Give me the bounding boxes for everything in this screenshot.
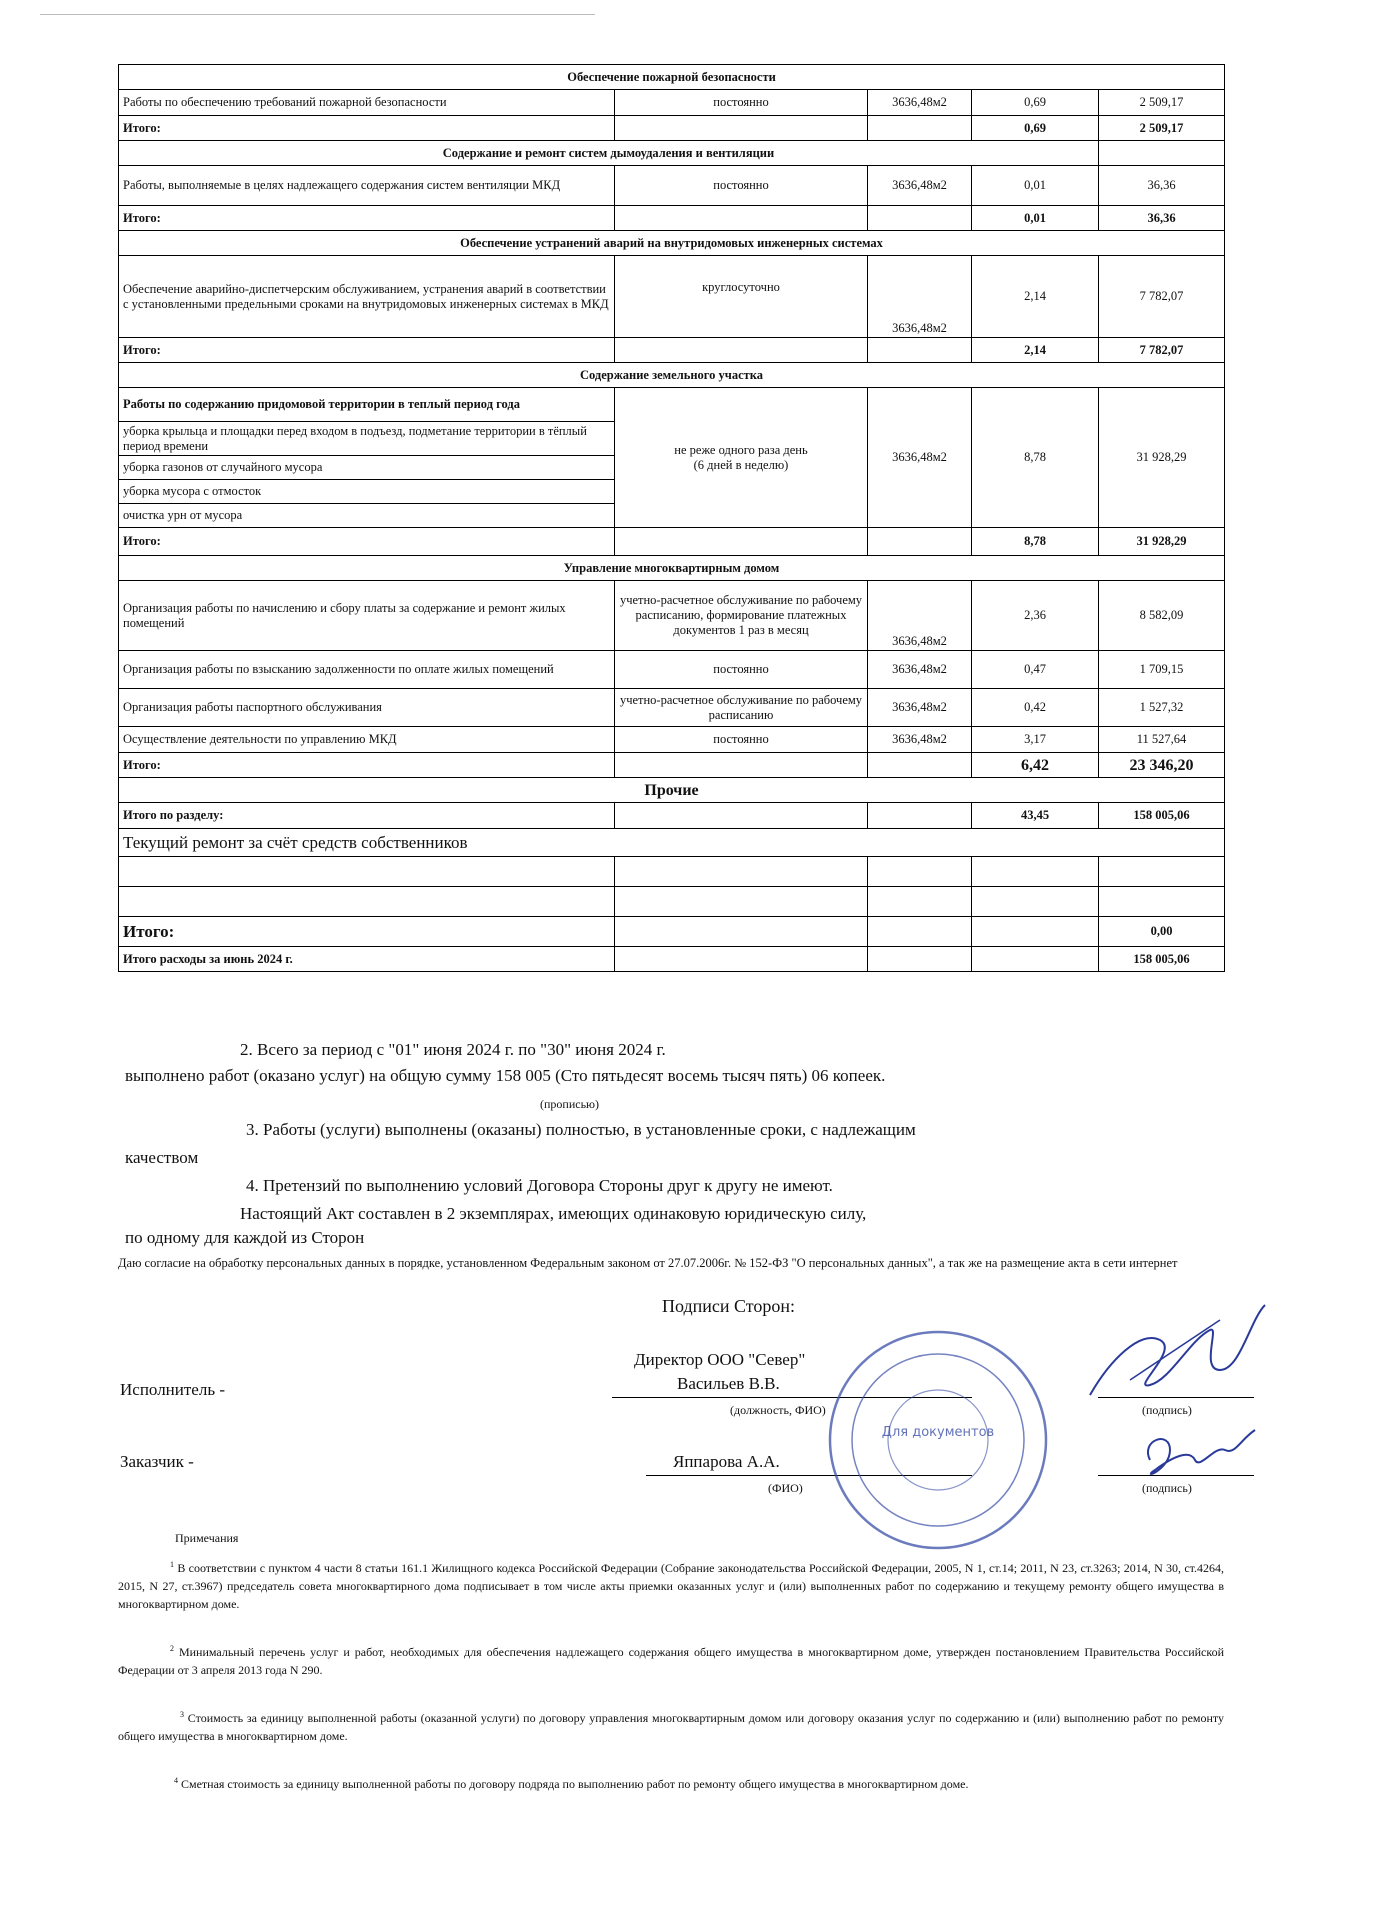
work-rate: 0,01	[972, 166, 1099, 206]
note-1	[118, 1556, 1224, 1613]
total-label: Итого:	[119, 206, 615, 231]
total-sum: 36,36	[1099, 206, 1225, 231]
work-sum: 7 782,07	[1099, 256, 1225, 338]
executor-signature	[1070, 1300, 1270, 1410]
work-period: круглосуточно	[615, 256, 868, 338]
land-item: уборка крыльца и площадки перед входом в подъезд, подметание территории в тёплый период времени	[119, 422, 615, 456]
work-area: 3636,48м2	[868, 581, 972, 651]
work-name: Работы по обеспечению требований пожарной безопасности	[119, 90, 615, 116]
total-rate: 0,01	[972, 206, 1099, 231]
para-5-line-1: Настоящий Акт составлен в 2 экземплярах, имеющих одинаковую юридическую силу,	[240, 1204, 867, 1223]
section-total-sum: 158 005,06	[1099, 803, 1225, 829]
total-rate: 6,42	[972, 753, 1099, 778]
work-area: 3636,48м2	[868, 256, 972, 338]
customer-sign-caption: (подпись)	[1142, 1481, 1192, 1495]
notes-title: Примечания	[175, 1531, 239, 1545]
work-rate: 2,36	[972, 581, 1099, 651]
executor-sign-caption: (подпись)	[1142, 1403, 1192, 1417]
repair-title: Текущий ремонт за счёт средств собственников	[119, 829, 1225, 857]
grand-total-label: Итого расходы за июнь 2024 г.	[119, 947, 615, 972]
work-area: 3636,48м2	[868, 90, 972, 116]
para-2-line-2: выполнено работ (оказано услуг) на общую сумму 158 005 (Сто пятьдесят восемь тысяч пять) 06 копеек.	[125, 1066, 886, 1085]
para-5-line-2: по одному для каждой из Сторон	[125, 1228, 365, 1247]
executor-position: Директор ООО "Север"	[634, 1350, 806, 1369]
note-mark: 4	[174, 1776, 178, 1785]
customer-name: Яппарова А.А.	[673, 1452, 780, 1471]
work-area: 3636,48м2	[868, 689, 972, 727]
work-period: постоянно	[615, 651, 868, 689]
note-mark: 3	[180, 1710, 184, 1719]
executor-label: Исполнитель -	[120, 1380, 225, 1399]
work-sum: 8 582,09	[1099, 581, 1225, 651]
grand-total-sum: 158 005,06	[1099, 947, 1225, 972]
total-rate: 8,78	[972, 528, 1099, 556]
para-4: 4. Претензий по выполнению условий Договора Стороны друг к другу не имеют.	[246, 1176, 833, 1195]
section-total-label: Итого по разделу:	[119, 803, 615, 829]
total-label: Итого:	[119, 528, 615, 556]
para-3-line-1: 3. Работы (услуги) выполнены (оказаны) полностью, в установленные сроки, с надлежащим	[246, 1120, 916, 1139]
repair-total-sum: 0,00	[1099, 917, 1225, 947]
work-period: учетно-расчетное обслуживание по рабочему расписанию	[615, 689, 868, 727]
section-title-emergency: Обеспечение устранений аварий на внутридомовых инженерных системах	[119, 231, 1225, 256]
land-head: Работы по содержанию придомовой территории в теплый период года	[119, 388, 615, 422]
work-rate: 0,42	[972, 689, 1099, 727]
note-text: Сметная стоимость за единицу выполненной работы по договору подряда по выполнению работ по ремонту общего имущества в многоквартирном доме.	[181, 1777, 969, 1791]
propisyu-caption: (прописью)	[540, 1097, 600, 1111]
section-title-other: Прочие	[119, 778, 1225, 803]
total-label: Итого:	[119, 753, 615, 778]
work-period: учетно-расчетное обслуживание по рабочему расписанию, формирование платежных документов 1 раз в месяц	[615, 581, 868, 651]
para-2-line-1: 2. Всего за период с "01" июня 2024 г. по "30" июня 2024 г.	[240, 1040, 666, 1059]
total-label: Итого:	[119, 116, 615, 141]
work-rate: 0,69	[972, 90, 1099, 116]
total-sum: 7 782,07	[1099, 338, 1225, 363]
note-text: В соответствии с пунктом 4 части 8 статьи 161.1 Жилищного кодекса Российской Федерации (Собрание законодательства Российской Федерации, 2005, N 1, ст.14; 2011, N 23, ст.3263; 2014, N 30, ст.4264, 2015, N 27, ст.3967) председатель совета многоквартирного дома подписывает в том числе акты приемки оказанных услуг и (или) выполненных работ по содержанию и текущему ремонту общего имущества в многоквартирном доме.	[118, 1561, 1225, 1611]
total-sum: 2 509,17	[1099, 116, 1225, 141]
work-name: Обеспечение аварийно-диспетчерским обслуживанием, устранения аварий в соответствии с установленными предельными сроками на внутридомовых инженерных системах в МКД	[119, 256, 615, 338]
work-area: 3636,48м2	[868, 166, 972, 206]
total-sum: 31 928,29	[1099, 528, 1225, 556]
company-stamp	[818, 1320, 1058, 1565]
work-area: 3636,48м2	[868, 651, 972, 689]
section-title-fire: Обеспечение пожарной безопасности	[119, 65, 1225, 90]
executor-name: Васильев В.В.	[677, 1374, 780, 1393]
work-period: постоянно	[615, 90, 868, 116]
work-period: постоянно	[615, 727, 868, 753]
work-rate: 2,14	[972, 256, 1099, 338]
land-area: 3636,48м2	[868, 388, 972, 528]
section-title-ventilation: Содержание и ремонт систем дымоудаления и вентиляции	[119, 141, 1099, 166]
work-sum: 1 709,15	[1099, 651, 1225, 689]
customer-caption: (ФИО)	[768, 1481, 803, 1495]
signatures-title: Подписи Сторон:	[662, 1296, 796, 1316]
customer-label: Заказчик -	[120, 1452, 194, 1471]
services-table	[118, 64, 1225, 972]
total-rate: 2,14	[972, 338, 1099, 363]
repair-total-label: Итого:	[119, 917, 615, 947]
total-sum: 23 346,20	[1099, 753, 1225, 778]
work-name: Организация работы по начислению и сбору платы за содержание и ремонт жилых помещений	[119, 581, 615, 651]
note-text: Стоимость за единицу выполненной работы (оказанной услуги) по договору управления многоквартирным домом или договору оказания услуг по содержанию и (или) выполнению работ по ремонту общего имущества в многоквартирном доме.	[118, 1711, 1225, 1743]
work-area: 3636,48м2	[868, 727, 972, 753]
section-total-rate: 43,45	[972, 803, 1099, 829]
work-name: Работы, выполняемые в целях надлежащего содержания систем вентиляции МКД	[119, 166, 615, 206]
land-item: уборка газонов от случайного мусора	[119, 456, 615, 480]
work-sum: 36,36	[1099, 166, 1225, 206]
land-sum: 31 928,29	[1099, 388, 1225, 528]
work-name: Организация работы по взысканию задолженности по оплате жилых помещений	[119, 651, 615, 689]
note-mark: 2	[170, 1644, 174, 1653]
work-name: Организация работы паспортного обслуживания	[119, 689, 615, 727]
executor-caption: (должность, ФИО)	[730, 1403, 826, 1417]
land-item: уборка мусора с отмосток	[119, 480, 615, 504]
customer-signature	[1130, 1420, 1260, 1490]
work-name: Осуществление деятельности по управлению МКД	[119, 727, 615, 753]
section-title-land: Содержание земельного участка	[119, 363, 1225, 388]
consent-text: Даю согласие на обработку персональных данных в порядке, установленном Федеральным законом от 27.07.2006г. № 152-ФЗ "О персональных данных", а так же на размещение акта в сети интернет	[118, 1256, 1178, 1270]
scan-edge-line	[40, 14, 595, 15]
work-sum: 1 527,32	[1099, 689, 1225, 727]
land-period: не реже одного раза день (6 дней в неделю)	[615, 388, 868, 528]
total-rate: 0,69	[972, 116, 1099, 141]
note-2	[118, 1640, 1224, 1679]
note-mark: 1	[170, 1560, 174, 1569]
section-title-management: Управление многоквартирным домом	[119, 556, 1225, 581]
note-text: Минимальный перечень услуг и работ, необходимых для обеспечения надлежащего содержания общего имущества в многоквартирном доме, утвержден постановлением Правительства Российской Федерации от 3 апреля 2013 года N 290.	[118, 1645, 1225, 1677]
stamp-text: Для документов	[881, 1425, 995, 1440]
note-3	[118, 1706, 1224, 1745]
work-sum: 2 509,17	[1099, 90, 1225, 116]
work-period: постоянно	[615, 166, 868, 206]
land-rate: 8,78	[972, 388, 1099, 528]
work-rate: 3,17	[972, 727, 1099, 753]
land-item: очистка урн от мусора	[119, 504, 615, 528]
note-4	[118, 1772, 1224, 1793]
work-sum: 11 527,64	[1099, 727, 1225, 753]
work-rate: 0,47	[972, 651, 1099, 689]
para-3-line-2: качеством	[125, 1148, 199, 1167]
total-label: Итого:	[119, 338, 615, 363]
